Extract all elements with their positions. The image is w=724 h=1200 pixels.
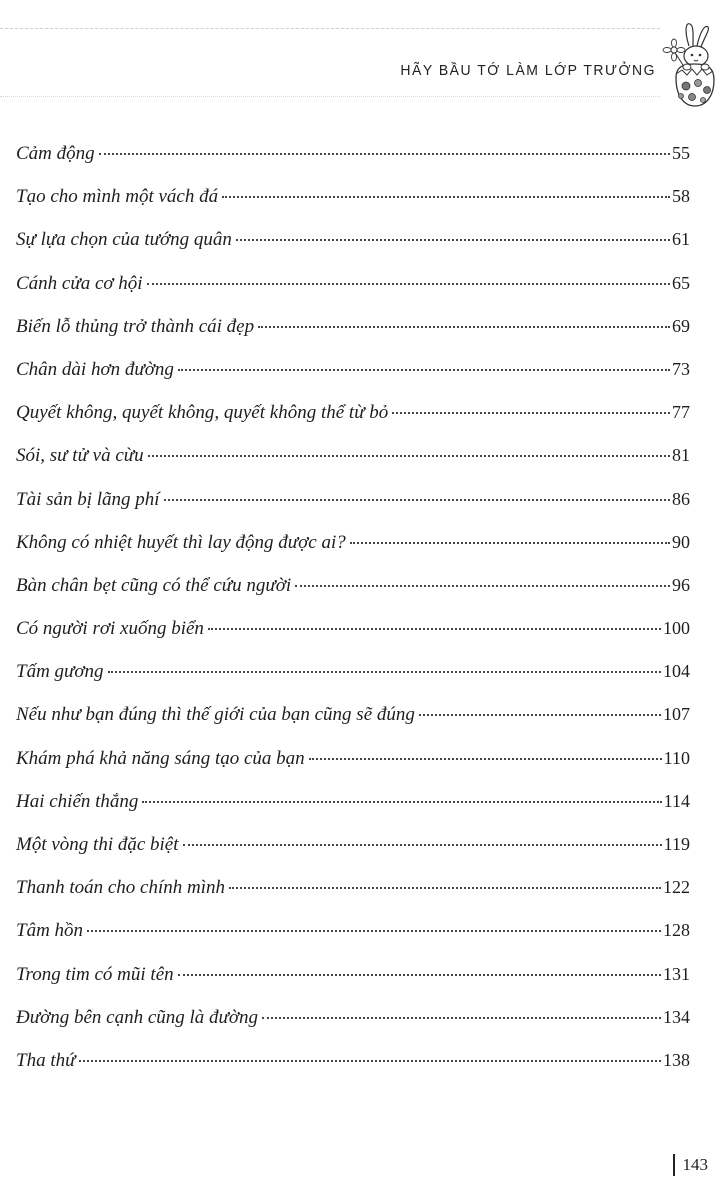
toc-dot-leader [222, 196, 670, 198]
toc-dot-leader [99, 153, 670, 155]
toc-entry-page: 90 [672, 531, 690, 552]
toc-entry-title: Bàn chân bẹt cũng có thể cứu người [16, 574, 292, 596]
toc-dot-leader [108, 671, 661, 673]
toc-dot-leader [79, 1060, 661, 1062]
toc-entry-page: 61 [672, 229, 690, 250]
toc-dot-leader [295, 585, 670, 587]
toc-entry-title: Quyết không, quyết không, quyết không thể từ bỏ [16, 402, 389, 424]
toc-entry-page: 77 [672, 402, 690, 423]
toc-entry-title: Tạo cho mình một vách đá [16, 186, 219, 208]
toc-entry [16, 791, 690, 834]
toc-entry-title: Cánh cửa cơ hội [16, 272, 143, 294]
toc-entry-page: 81 [672, 445, 690, 466]
toc-entry-title: Có người rơi xuống biển [16, 618, 204, 640]
toc-entry-page: 73 [672, 358, 690, 379]
toc-entry-title: Khám phá khả năng sáng tạo của bạn [16, 747, 305, 769]
toc-entry-page: 58 [672, 186, 690, 207]
toc-dot-leader [178, 369, 670, 371]
page-number: 143 [682, 1155, 708, 1174]
toc-entry [16, 704, 690, 747]
toc-dot-leader [148, 455, 670, 457]
toc-entry [16, 575, 690, 618]
toc-dot-leader [236, 239, 670, 241]
toc-entry-page: 65 [672, 272, 690, 293]
toc-entry-page: 119 [663, 834, 690, 854]
header-rule-lower [0, 96, 660, 97]
toc-entry-title: Tha thứ [16, 1049, 76, 1071]
toc-dot-leader [178, 974, 661, 976]
toc-entry [16, 532, 690, 575]
toc-entry [16, 1050, 690, 1093]
running-title: HÃY BẦU TỚ LÀM LỚP TRƯỞNG [400, 61, 656, 79]
toc-dot-leader [309, 758, 662, 760]
toc-entry-page: 134 [663, 1006, 690, 1027]
toc-dot-leader [87, 930, 661, 932]
toc-entry-page: 100 [663, 618, 690, 639]
toc-dot-leader [229, 887, 661, 889]
toc-entry [16, 661, 690, 704]
toc-entry-title: Hai chiến thắng [16, 790, 139, 812]
toc-entry-title: Tài sản bị lãng phí [16, 488, 160, 510]
toc-entry-title: Đường bên cạnh cũng là đường [16, 1006, 259, 1028]
toc-dot-leader [350, 542, 670, 544]
toc-dot-leader [183, 844, 662, 846]
toc-entry [16, 920, 690, 963]
toc-entry [16, 186, 690, 229]
toc-entry [16, 445, 690, 488]
toc-dot-leader [164, 499, 670, 501]
toc-dot-leader [392, 412, 670, 414]
toc-dot-leader [262, 1017, 661, 1019]
toc-entry [16, 834, 690, 877]
toc-entry-page: 122 [663, 877, 690, 898]
toc-entry-title: Sói, sư tử và cừu [16, 445, 144, 467]
toc-entry [16, 273, 690, 316]
toc-entry-page: 96 [672, 574, 690, 595]
table-of-contents [16, 143, 690, 1093]
toc-dot-leader [142, 801, 661, 803]
toc-entry [16, 489, 690, 532]
toc-entry-page: 55 [672, 143, 690, 163]
toc-entry [16, 229, 690, 272]
toc-entry-title: Một vòng thi đặc biệt [16, 834, 179, 855]
header-rule [0, 28, 660, 29]
toc-entry [16, 1007, 690, 1050]
toc-entry-page: 110 [663, 747, 690, 768]
toc-entry [16, 618, 690, 661]
toc-entry-title: Biến lỗ thủng trở thành cái đẹp [16, 315, 255, 337]
page-footer [673, 1154, 709, 1176]
toc-entry [16, 402, 690, 445]
toc-entry [16, 359, 690, 402]
toc-entry-title: Trong tim có mũi tên [16, 963, 174, 985]
toc-entry-page: 138 [663, 1049, 690, 1070]
toc-entry-page: 104 [663, 661, 690, 682]
bunny-in-egg-icon [662, 20, 720, 110]
toc-entry-title: Nếu như bạn đúng thì thế giới của bạn cũng sẽ đúng [16, 704, 415, 726]
toc-entry-title: Chân dài hơn đường [16, 358, 174, 380]
toc-dot-leader [258, 326, 670, 328]
toc-entry-page: 107 [663, 704, 690, 725]
toc-entry [16, 964, 690, 1007]
toc-entry-title: Tâm hồn [16, 920, 84, 942]
toc-entry [16, 316, 690, 359]
toc-entry-title: Thanh toán cho chính mình [16, 877, 225, 899]
toc-entry [16, 748, 690, 791]
toc-entry-page: 128 [663, 920, 690, 941]
toc-entry-title: Tấm gương [16, 661, 104, 683]
toc-entry-page: 114 [663, 790, 690, 811]
toc-entry-title: Sự lựa chọn của tướng quân [16, 229, 232, 251]
toc-entry-title: Cảm động [16, 143, 95, 164]
toc-entry [16, 877, 690, 920]
toc-dot-leader [147, 283, 670, 285]
toc-entry-title: Không có nhiệt huyết thì lay động được ai? [16, 531, 346, 553]
page-number-divider [673, 1154, 675, 1176]
toc-entry [16, 143, 690, 186]
toc-entry-page: 69 [672, 315, 690, 336]
toc-dot-leader [208, 628, 661, 630]
toc-dot-leader [419, 714, 661, 716]
toc-entry-page: 131 [663, 963, 690, 984]
toc-entry-page: 86 [672, 488, 690, 509]
